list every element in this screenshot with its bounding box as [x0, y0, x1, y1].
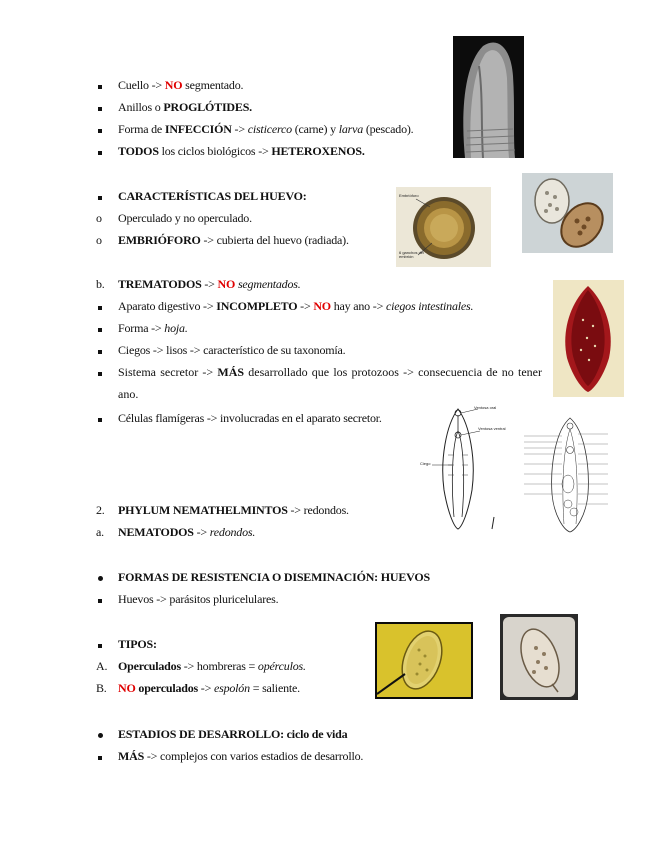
square-bullet-icon	[98, 196, 102, 200]
square-bullet-icon	[98, 350, 102, 354]
square-bullet-icon	[98, 599, 102, 603]
fluke-anatomy-diagram	[518, 414, 614, 536]
scolex-micrograph	[453, 36, 524, 158]
fluke-diagram-ciego	[418, 405, 510, 535]
egg-label-hooks: 6 ganchos del embrión	[399, 250, 424, 259]
embryophore-egg-image	[396, 187, 491, 267]
square-bullet-icon	[98, 756, 102, 760]
square-bullet-icon	[98, 418, 102, 422]
fluke-label-ventosa-ventral: Ventosa ventral	[478, 426, 506, 431]
fluke-label-ciego: Ciego	[420, 461, 431, 466]
square-bullet-icon	[98, 107, 102, 111]
non-operculated-egg-image	[500, 614, 578, 700]
round-bullet-icon	[98, 576, 103, 581]
square-bullet-icon	[98, 328, 102, 332]
round-bullet-icon	[98, 733, 103, 738]
square-bullet-icon	[98, 644, 102, 648]
square-bullet-icon	[98, 151, 102, 155]
square-bullet-icon	[98, 129, 102, 133]
sistema-secretor-text: Sistema secretor -> MÁS desarrollado que los protozoos -> consecuencia de no tener ano.	[118, 365, 542, 401]
square-bullet-icon	[98, 372, 102, 376]
square-bullet-icon	[98, 85, 102, 89]
operculated-egg-image	[375, 622, 473, 699]
square-bullet-icon	[98, 306, 102, 310]
fluke-photo	[553, 280, 624, 397]
fluke-label-ventosa-oral: Ventosa oral	[474, 405, 497, 410]
eggs-micrograph	[522, 173, 613, 253]
egg-label: Embrióforo	[399, 193, 419, 198]
